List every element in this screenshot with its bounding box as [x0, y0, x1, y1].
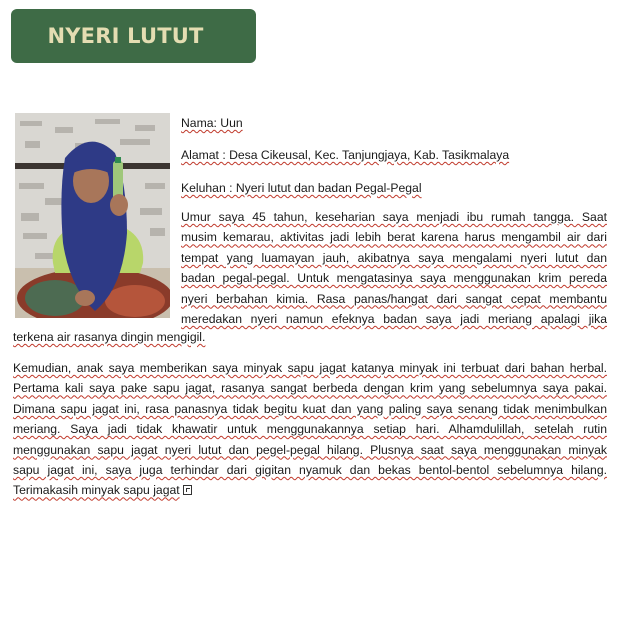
paragraph-line: terkena air rasanya dingin mengigil. — [13, 330, 206, 344]
nama-text: Nama: Uun — [181, 116, 243, 130]
field-nama — [181, 113, 243, 133]
paragraph-line: meredakan nyeri namun efeknya badan saya jadi meriang apalagi jika — [181, 311, 607, 326]
keluhan-text: Keluhan : Nyeri lutut dan badan Pegal-Pegal — [181, 181, 422, 195]
closing-text: Terimakasih minyak sapu jagat — [13, 483, 180, 498]
paragraph-line: sapu jagat ini, saya juga terhindar dari gigitan nyamuk dan bekas bentol-bentol sebelumnya hilang. — [13, 462, 607, 477]
paragraph-line: Dimana sapu jagat ini, rasa panasnya tidak begitu kuat dan yang paling saya senang tidak menimbulkan — [13, 401, 607, 416]
paragraph-line: Umur saya 45 tahun, keseharian saya menjadi ibu rumah tangga. Saat — [181, 210, 607, 224]
field-keluhan — [181, 178, 422, 198]
testimony-paragraph-1 — [181, 207, 607, 329]
testimony-paragraph-2 — [13, 358, 607, 501]
paragraph-line: nyeri berbahan kimia. Rasa panas/hangat dari sangat cepat membantu — [181, 291, 607, 306]
testimony-paragraph-1-end — [13, 327, 205, 347]
page-title: NYERI LUTUT — [47, 24, 204, 48]
paragraph-line: musim kemarau, aktivitas jadi lebih berat karena harus mengambil air dari — [181, 230, 607, 245]
title-banner — [11, 9, 256, 63]
paragraph-line: tempat yang luamayan jauh, akibatnya saya mengalami nyeri lutut dan — [181, 250, 607, 265]
paragraph-line: meriang. Saya jadi tidak khawatir untuk menggunakannya setiap hari. Alhamdulillah, setelah rutin — [13, 422, 607, 437]
alamat-text: Alamat : Desa Cikeusal, Kec. Tanjungjaya, Kab. Tasikmalaya — [181, 148, 510, 162]
missing-glyph-box-icon — [183, 485, 192, 495]
paragraph-line: Pertama kali saya pake sapu jagat, rasanya sangat berbeda dengan krim yang sebelumnya saya pakai. — [13, 381, 607, 396]
closing-line — [13, 480, 607, 500]
paragraph-line: menggunakan sapu jagat nyeri lutut dan pegel-pegal hilang. Plusnya saat saya menggunakan minyak — [13, 442, 607, 457]
paragraph-line: badan pegal-pegal. Untuk mengatasinya saya menggunakan krim pereda — [181, 271, 607, 286]
paragraph-line: Kemudian, anak saya memberikan saya minyak sapu jagat katanya minyak ini terbuat dari bahan herbal. — [13, 361, 607, 375]
field-alamat — [181, 145, 509, 165]
testimonial-photo — [15, 113, 170, 318]
